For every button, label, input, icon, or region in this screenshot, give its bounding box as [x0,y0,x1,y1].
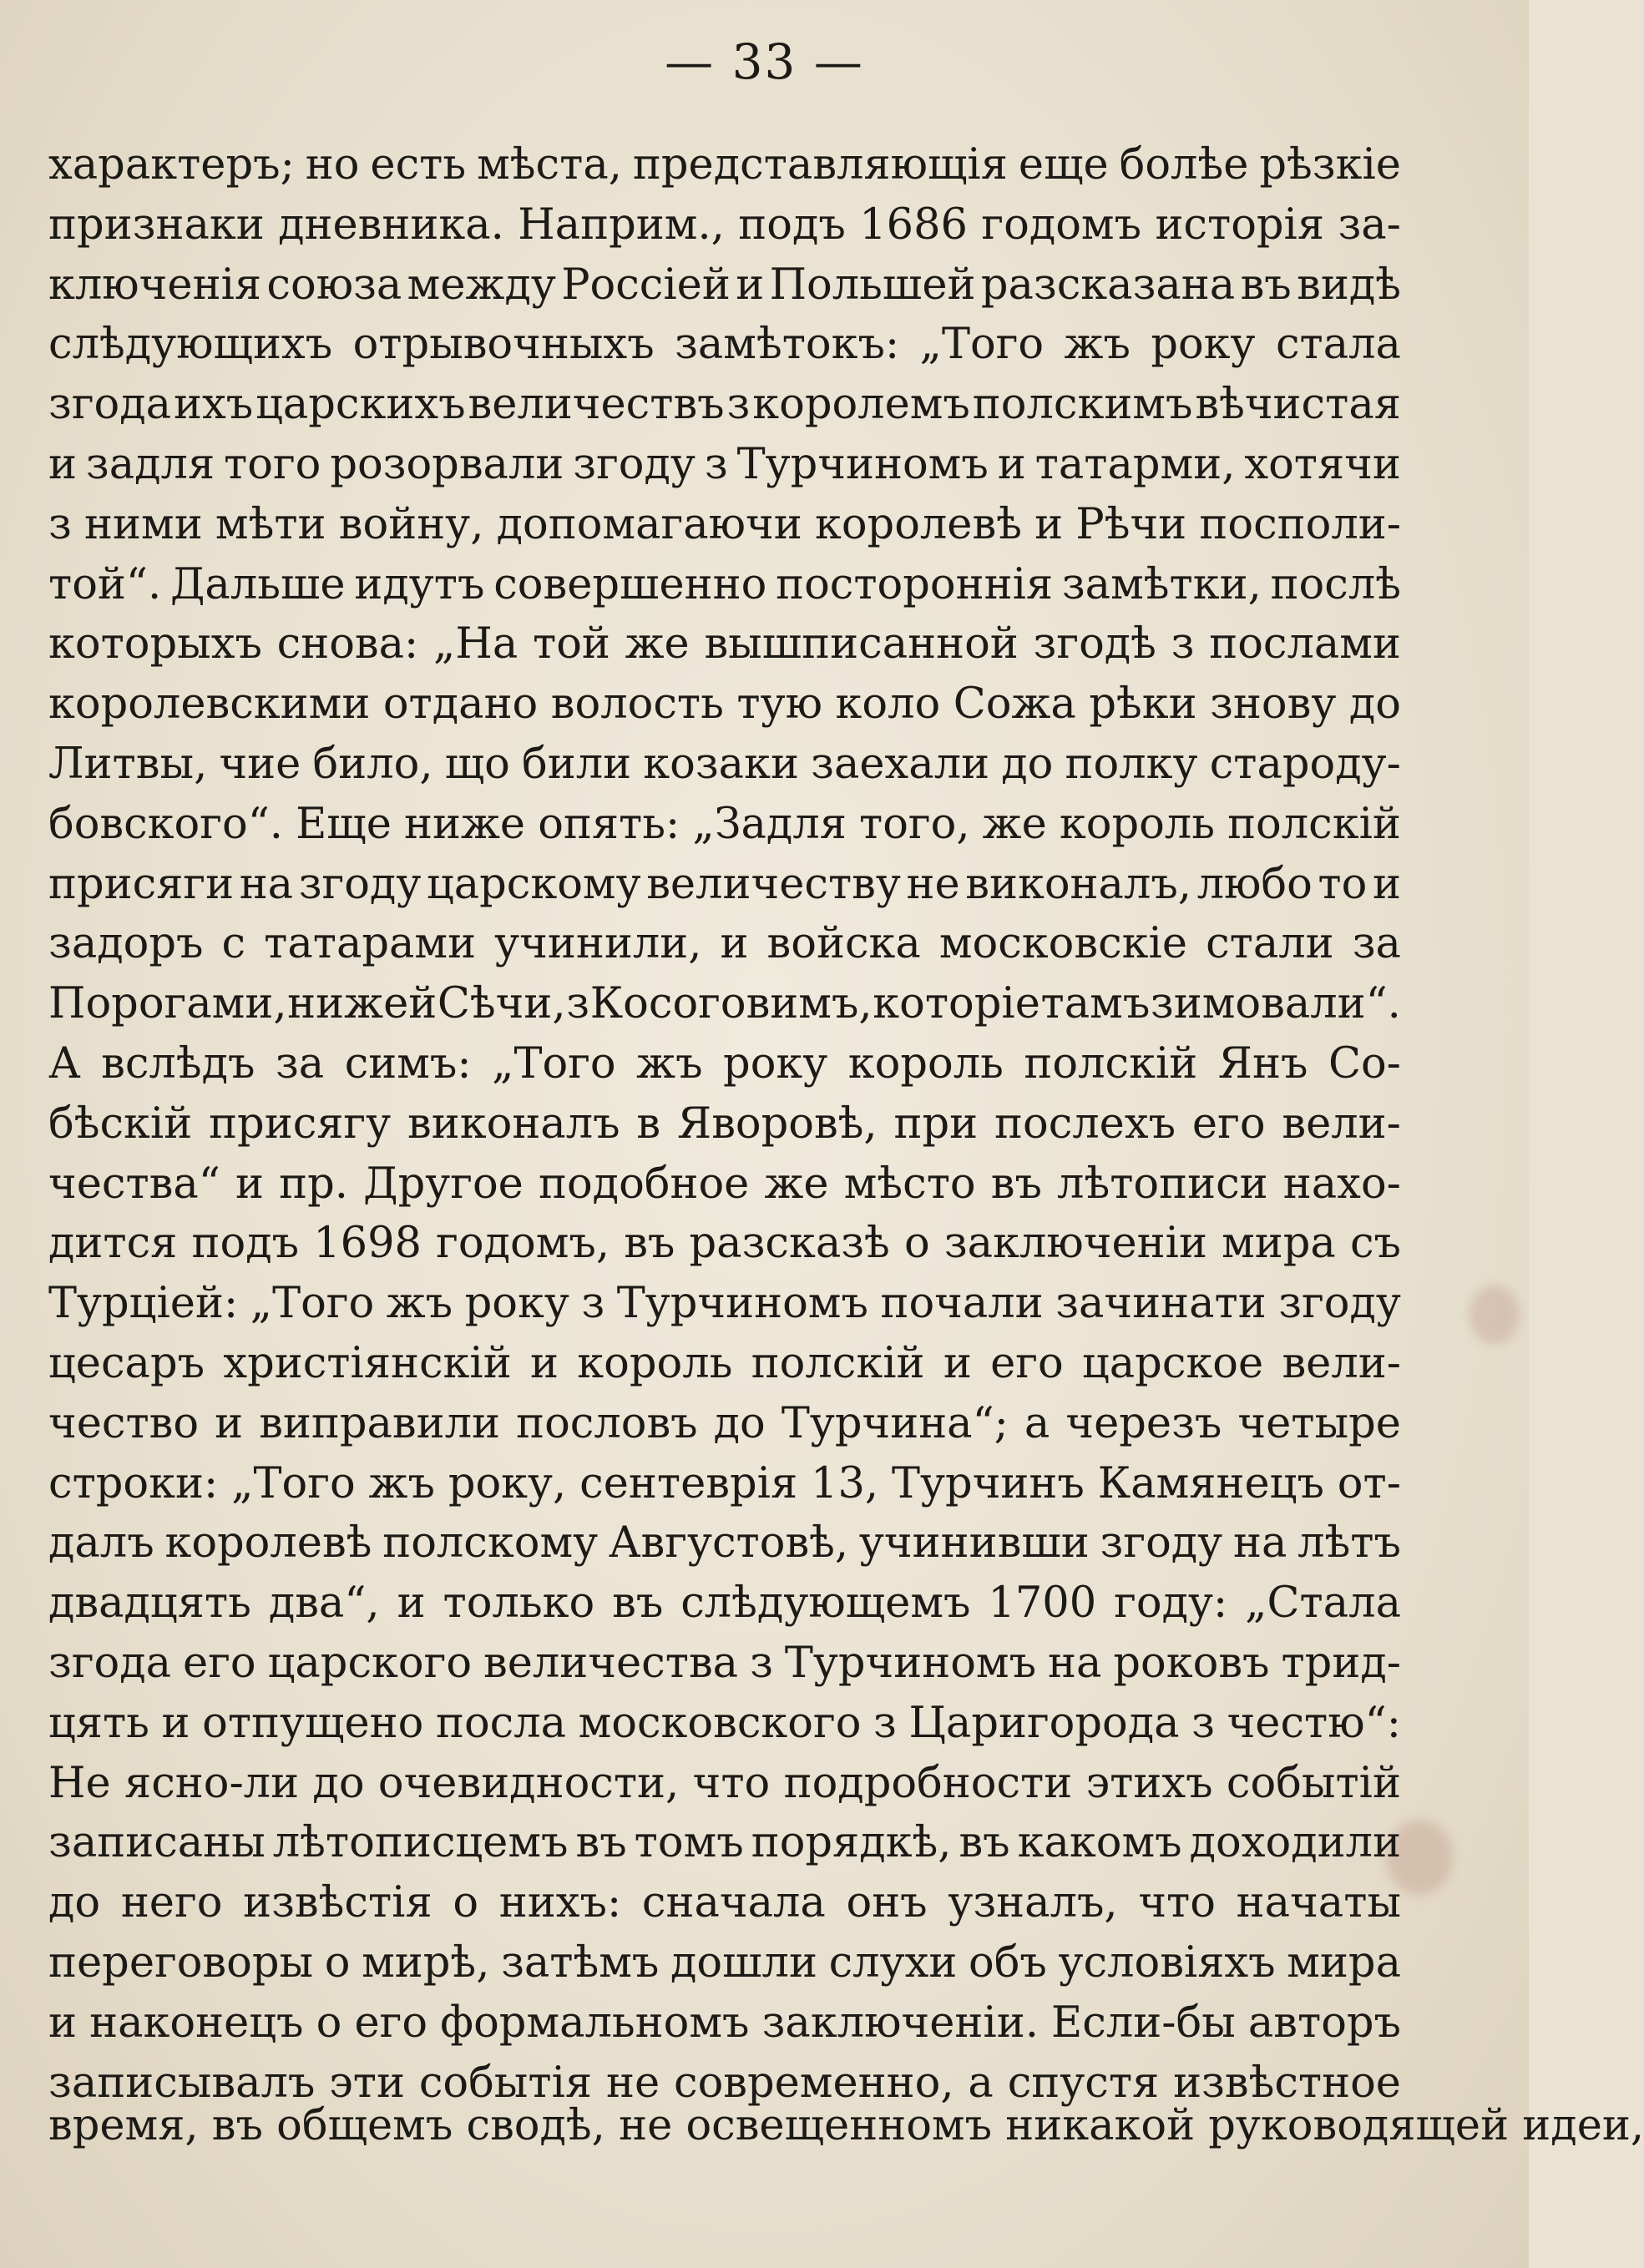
text-line: Литвы, чие било, що били козаки заехали до полку староду- [48,739,1401,789]
text-line: дится подъ 1698 годомъ, въ разсказѣ о заключеніи мира съ [48,1219,1401,1269]
text-line: А вслѣдъ за симъ: „Того жъ року король полскій Янъ Со- [48,1038,1401,1089]
text-line: записаны лѣтописцемъ въ томъ порядкѣ, въ какомъ доходили [48,1818,1401,1868]
text-line: слѣдующихъ отрывочныхъ замѣтокъ: „Того жъ року стала [48,320,1401,370]
paper-stain [1469,1286,1520,1344]
text-line: бѣскій присягу виконалъ в Яворовѣ, при послехъ его вели- [48,1099,1401,1149]
text-line: записывалъ эти событія не современно, а спустя извѣстное [48,2058,1401,2108]
body-text [48,135,1644,2151]
text-line: и наконецъ о его формальномъ заключеніи. Если-бы авторъ [48,1998,1401,2048]
text-line: з ними мѣти войну, допомагаючи королевѣ и Рѣчи посполи- [48,499,1401,549]
text-line: далъ королевѣ полскому Августовѣ, учинивши згоду на лѣтъ [48,1518,1401,1568]
text-line: присяги на згоду царскому величеству не виконалъ, любо то и [48,859,1401,909]
text-line: згода его царского величества з Турчиномъ на роковъ трид- [48,1638,1401,1688]
text-line: до него извѣстія о нихъ: сначала онъ узналъ, что начаты [48,1878,1401,1928]
text-line: признаки дневника. Наприм., подъ 1686 годомъ исторія за- [48,200,1401,250]
text-line: бовского“. Еще ниже опять: „Задля того, же король полскій [48,799,1401,849]
text-line: Порогами, нижей Сѣчи, з Косоговимъ, которіе тамъ зимовали“. [48,979,1401,1029]
text-line: чество и виправили пословъ до Турчина“; а черезъ четыре [48,1398,1401,1448]
text-line: Не ясно-ли до очевидности, что подробности этихъ событій [48,1758,1401,1808]
text-line: цесаръ христіянскій и король полскій и его царское вели- [48,1338,1401,1388]
text-line: Турціей: „Того жъ року з Турчиномъ почали зачинати згоду [48,1279,1401,1329]
text-line: цять и отпущено посла московского з Царигорода з честю“: [48,1698,1401,1748]
text-line: згода ихъ царскихъ величествъ з королемъ полскимъ вѣчистая [48,380,1401,430]
text-line: которыхъ снова: „На той же вышписанной згодѣ з послами [48,619,1401,669]
text-line: чества“ и пр. Другое подобное же мѣсто въ лѣтописи нахо- [48,1159,1401,1209]
text-line: двадцять два“, и только въ слѣдующемъ 1700 году: „Стала [48,1579,1401,1629]
text-line: той“. Дальше идутъ совершенно постороннія замѣтки, послѣ [48,559,1401,609]
text-line: строки: „Того жъ року, сентеврія 13, Турчинъ Камянецъ от- [48,1458,1401,1508]
text-line: переговоры о мирѣ, затѣмъ дошли слухи объ условіяхъ мира [48,1937,1401,1988]
text-line: и задля того розорвали згоду з Турчиномъ и татарми, хотячи [48,439,1401,489]
text-line: королевскими отдано волость тую коло Сожа рѣки знову до [48,679,1401,730]
text-line: задоръ с татарами учинили, и войска московскіе стали за [48,919,1401,969]
text-line: характеръ; но есть мѣста, представляющія еще болѣе рѣзкіе [48,140,1401,189]
text-line: время, въ общемъ сводѣ, не освещенномъ никакой руководящей идеи, [48,2101,1644,2151]
page-number: — 33 — [665,33,864,90]
text-line: ключенія союза между Россіей и Польшей разсказана въ видѣ [48,260,1401,310]
cut-off-line [48,2101,1644,2151]
